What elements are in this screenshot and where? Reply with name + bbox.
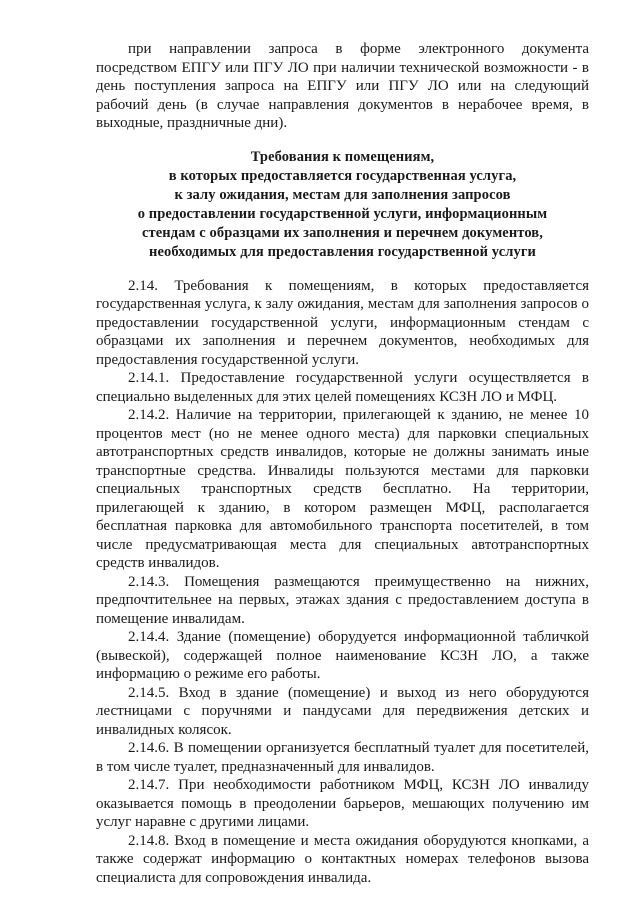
section-heading	[96, 148, 589, 262]
paragraph-2-14-8: 2.14.8. Вход в помещение и места ожидания оборудуются кнопками, а также содержат информацию о контактных номерах телефонов вызова специалиста для сопровождения инвалида.	[96, 832, 589, 886]
paragraph-2-14: 2.14. Требования к помещениям, в которых предоставляется государственная услуга, к залу ожидания, местам для заполнения запросов о предоставлении государственной услуги, информационным стендам с образцами их заполнения и перечнем документов, необходимых для предоставления государственной услуги.	[96, 277, 589, 368]
heading-line: Требования к помещениям,	[250, 148, 435, 165]
intro-paragraph: при направлении запроса в форме электронного документа посредством ЕПГУ или ПГУ ЛО при наличии технической возможности - в день поступления запроса на ЕПГУ или ПГУ ЛО или на следующий рабочий день (в случае направления документов в нерабочее время, в выходные, праздничные дни).	[96, 41, 589, 131]
heading-line: о предоставлении государственной услуги, информационным	[137, 205, 548, 222]
heading-line: стендам с образцами их заполнения и перечнем документов,	[142, 224, 543, 241]
heading-line: необходимых для предоставления государственной услуги	[149, 243, 536, 260]
paragraph-2-14-4: 2.14.4. Здание (помещение) оборудуется информационной табличкой (вывеской), содержащей полное наименование КСЗН ЛО, а также информацию о режиме его работы.	[96, 629, 589, 682]
heading-line: в которых предоставляется государственная услуга,	[168, 167, 517, 184]
paragraph-2-14-2: 2.14.2. Наличие на территории, прилегающей к зданию, не менее 10 процентов мест (но не менее одного места) для парковки специальных автотранспортных средств инвалидов, которые не должны занимать иные транспортные средства. Инвалиды пользуются местами для парковки специальных транспортных средств бесплатно. На территории, прилегающей к зданию, в котором размещен МФЦ, располагается бесплатная парковка для автомобильного транспорта посетителей, в том числе предусматривающая места для специальных автотранспортных средств инвалидов.	[96, 407, 589, 571]
paragraph-2-14-5: 2.14.5. Вход в здание (помещение) и выход из него оборудуются лестницами с поручнями и пандусами для передвижения детских и инвалидных колясок.	[96, 684, 589, 738]
document-page	[96, 40, 589, 887]
paragraph-2-14-1: 2.14.1. Предоставление государственной услуги осуществляется в специально выделенных для этих целей помещениях КСЗН ЛО и МФЦ.	[96, 370, 589, 405]
paragraph-2-14-3: 2.14.3. Помещения размещаются преимущественно на нижних, предпочтительнее на первых, этажах здания с предоставлением доступа в помещение инвалидам.	[96, 573, 589, 627]
paragraph-2-14-7: 2.14.7. При необходимости работником МФЦ, КСЗН ЛО инвалиду оказывается помощь в преодолении барьеров, мешающих получению им услуг наравне с другими лицами.	[96, 777, 589, 830]
paragraph-2-14-6: 2.14.6. В помещении организуется бесплатный туалет для посетителей, в том числе туалет, предназначенный для инвалидов.	[96, 740, 589, 775]
heading-line: к залу ожидания, местам для заполнения запросов	[174, 186, 511, 203]
